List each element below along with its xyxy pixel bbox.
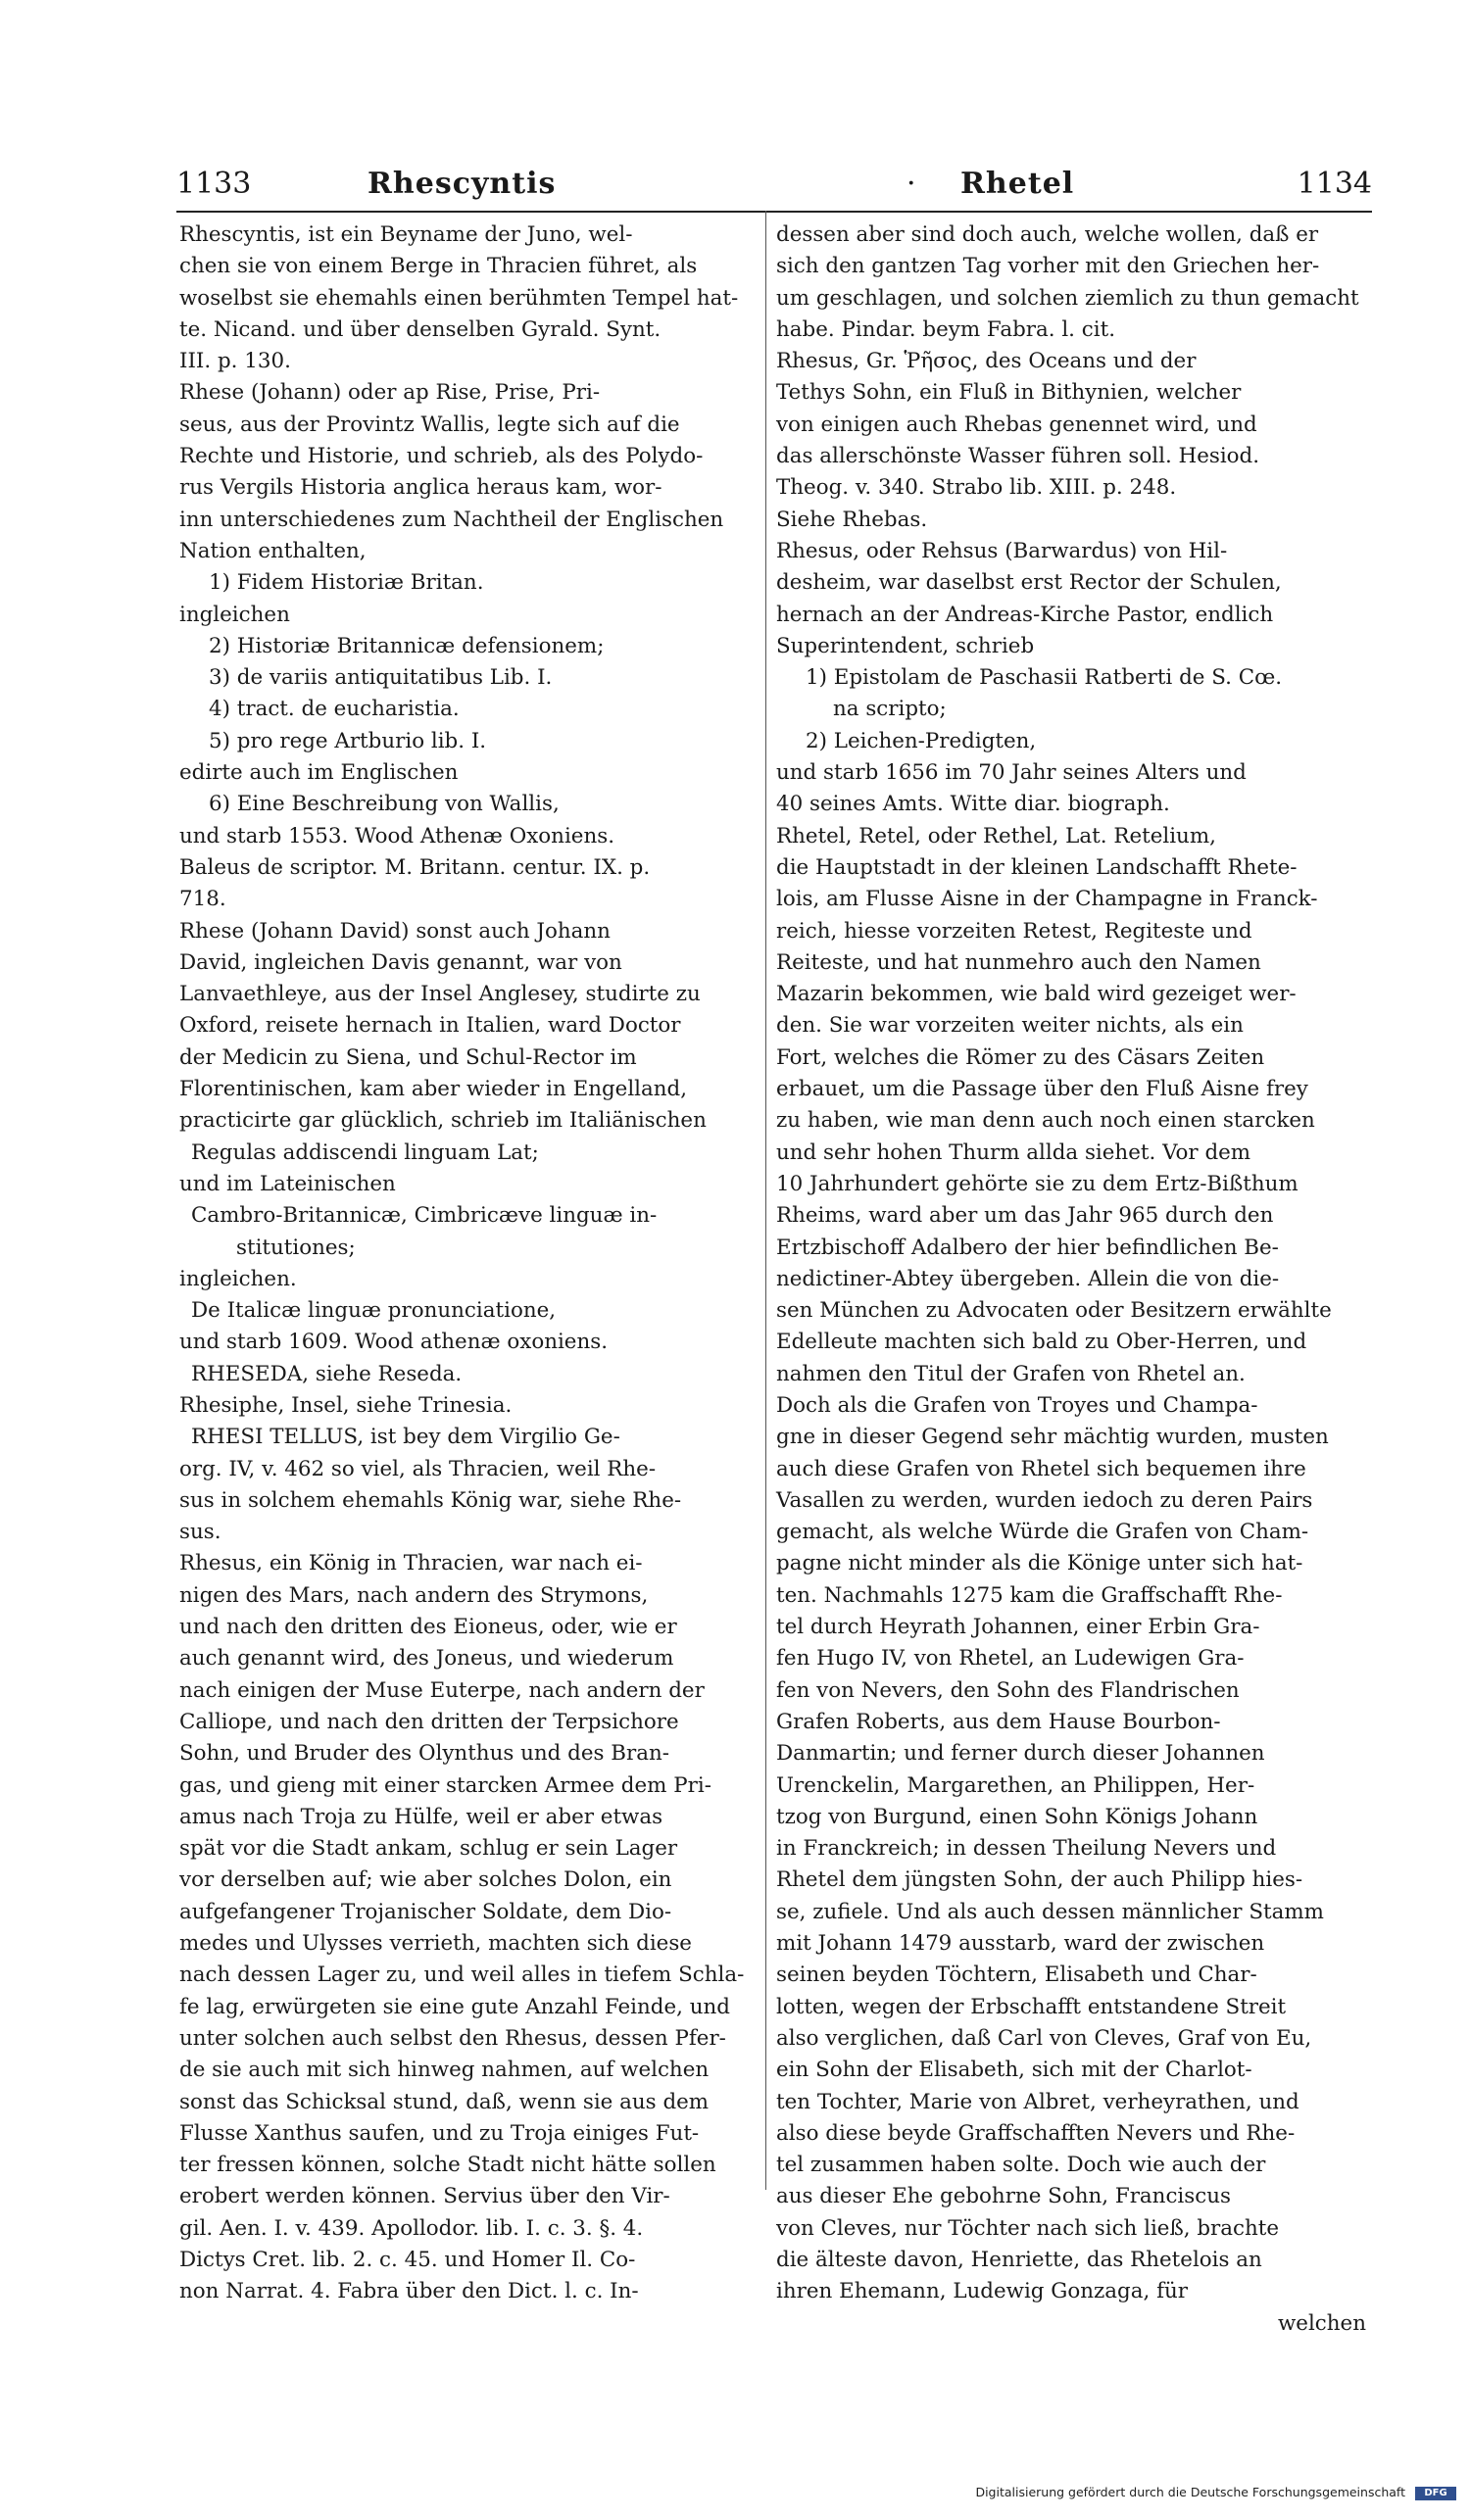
text-line: Dictys Cret. lib. 2. c. 45. und Homer Il. Co- — [179, 2248, 636, 2272]
text-line: die älteste davon, Henriette, das Rhetelois an — [776, 2248, 1262, 2272]
text-line: tel zusammen haben solte. Doch wie auch der — [776, 2153, 1266, 2178]
right-column — [776, 219, 1366, 2336]
text-line: 10 Jahrhundert gehörte sie zu dem Ertz-Bißthum — [776, 1171, 1298, 1196]
text-line: Rechte und Historie, und schrieb, als des Polydo- — [179, 444, 704, 469]
text-line: RHESEDA, siehe Reseda. — [191, 1361, 463, 1386]
text-line: De Italicæ linguæ pronunciatione, — [191, 1298, 557, 1324]
text-line: nahmen den Titul der Grafen von Rhetel an. — [776, 1361, 1246, 1386]
text-line: und starb 1656 im 70 Jahr seines Alters und — [776, 760, 1247, 786]
text-line: desheim, war daselbst erst Rector der Schulen, — [776, 570, 1282, 596]
text-line: in Franckreich; in dessen Theilung Nevers und — [776, 1836, 1277, 1862]
text-line: ten. Nachmahls 1275 kam die Graffschafft Rhe- — [776, 1582, 1283, 1608]
text-line: den. Sie war vorzeiten weiter nichts, als ein — [776, 1013, 1244, 1039]
text-line: der Medicin zu Siena, und Schul-Rector im — [179, 1044, 637, 1070]
text-line: inn unterschiedenes zum Nachtheil der Englischen — [179, 507, 724, 532]
left-column — [179, 219, 758, 2304]
text-line: practicirte gar glücklich, schrieb im Italiänischen — [179, 1108, 707, 1134]
text-line: gas, und gieng mit einer starcken Armee dem Pri- — [179, 1772, 711, 1798]
text-line: von einigen auch Rhebas genennet wird, und — [776, 412, 1257, 437]
text-line: gil. Aen. I. v. 439. Apollodor. lib. I. c. 3. §. 4. — [179, 2215, 644, 2241]
text-line: vor derselben auf; wie aber solches Dolon, ein — [179, 1867, 672, 1893]
text-line: gemacht, als welche Würde die Grafen von Cham- — [776, 1520, 1309, 1545]
text-line: gne in dieser Gegend sehr mächtig wurden, musten — [776, 1425, 1329, 1450]
text-line: Rhetel dem jüngsten Sohn, der auch Philipp hies- — [776, 1867, 1303, 1893]
text-line: Oxford, reisete hernach in Italien, ward Doctor — [179, 1013, 681, 1039]
text-line: nigen des Mars, nach andern des Strymons, — [179, 1582, 649, 1608]
text-line: Vasallen zu werden, wurden iedoch zu deren Pairs — [776, 1487, 1313, 1513]
text-line: na scripto; — [833, 697, 947, 722]
text-line: stitutiones; — [236, 1235, 356, 1260]
text-line: org. IV, v. 462 so viel, als Thracien, weil Rhe- — [179, 1456, 657, 1481]
text-line: und im Lateinischen — [179, 1171, 396, 1196]
text-line: sus in solchem ehemahls König war, siehe Rhe- — [179, 1487, 682, 1513]
text-line: 5) pro rege Artburio lib. I. — [209, 728, 487, 753]
text-line: Cambro-Britannicæ, Cimbricæve linguæ in- — [191, 1203, 658, 1229]
text-line: und nach den dritten des Eioneus, oder, wie er — [179, 1615, 677, 1640]
text-line: fe lag, erwürgeten sie eine gute Anzahl Feinde, und — [179, 1994, 730, 2019]
text-line: Rhesiphe, Insel, siehe Trinesia. — [179, 1392, 513, 1418]
text-line: tzog von Burgund, einen Sohn Königs Johann — [776, 1804, 1258, 1829]
text-line: Grafen Roberts, aus dem Hause Bourbon- — [776, 1709, 1221, 1734]
text-line: non Narrat. 4. Fabra über den Dict. l. c. In- — [179, 2279, 639, 2304]
text-line: nach dessen Lager zu, und weil alles in tiefem Schla- — [179, 1963, 745, 1988]
text-line: Theog. v. 340. Strabo lib. XIII. p. 248. — [776, 475, 1177, 501]
text-line: Reiteste, und hat nunmehro auch den Namen — [776, 949, 1261, 975]
text-line: Baleus de scriptor. M. Britann. centur. IX. p. — [179, 854, 651, 880]
text-line: zu haben, wie man denn auch noch einen starcken — [776, 1108, 1315, 1134]
running-header — [176, 167, 1372, 210]
text-line: also verglichen, daß Carl von Cleves, Graf von Eu, — [776, 2025, 1312, 2051]
text-line: tel durch Heyrath Johannen, einer Erbin Gra- — [776, 1615, 1260, 1640]
text-line: dessen aber sind doch auch, welche wollen, daß er — [776, 222, 1319, 247]
text-line: David, ingleichen Davis genannt, war von — [179, 949, 622, 975]
text-line: Florentinischen, kam aber wieder in Engelland, — [179, 1077, 688, 1102]
text-line: sen München zu Advocaten oder Besitzern erwählte — [776, 1298, 1332, 1324]
text-line: hernach an der Andreas-Kirche Pastor, endlich — [776, 602, 1274, 627]
text-line: mit Johann 1479 ausstarb, ward der zwischen — [776, 1931, 1265, 1957]
text-line: fen von Nevers, den Sohn des Flandrischen — [776, 1677, 1240, 1703]
text-line: Rhescyntis, ist ein Beyname der Juno, wel- — [179, 222, 633, 247]
text-line: erbauet, um die Passage über den Fluß Aisne frey — [776, 1077, 1308, 1102]
text-line: ten Tochter, Marie von Albret, verheyrathen, und — [776, 2089, 1299, 2114]
text-line: 40 seines Amts. Witte diar. biograph. — [776, 792, 1170, 817]
text-line: III. p. 130. — [179, 349, 291, 374]
text-line: fen Hugo IV, von Rhetel, an Ludewigen Gra- — [776, 1646, 1245, 1672]
text-line: edirte auch im Englischen — [179, 760, 459, 786]
text-line: welchen — [1277, 2310, 1366, 2336]
text-line: 3) de variis antiquitatibus Lib. I. — [209, 665, 553, 691]
text-line: 1) Epistolam de Paschasii Ratberti de S. Cœ. — [806, 665, 1283, 691]
text-line: woselbst sie ehemahls einen berühmten Tempel hat- — [179, 285, 739, 311]
text-line: und starb 1609. Wood athenæ oxoniens. — [179, 1330, 609, 1355]
text-line: habe. Pindar. beym Fabra. l. cit. — [776, 316, 1115, 342]
text-line: Rhetel, Retel, oder Rethel, Lat. Retelium, — [776, 823, 1216, 848]
text-line: chen sie von einem Berge in Thracien führet, als — [179, 254, 698, 279]
text-line: 4) tract. de eucharistia. — [209, 697, 460, 722]
text-line: seinen beyden Töchtern, Elisabeth und Char- — [776, 1963, 1257, 1988]
credit-text: Digitalisierung gefördert durch die Deutsche Forschungsgemeinschaft — [975, 2485, 1406, 2499]
text-line: auch diese Grafen von Rhetel sich bequemen ihre — [776, 1456, 1306, 1481]
text-line: nedictiner-Abtey übergeben. Allein die von die- — [776, 1266, 1280, 1291]
text-line: Fort, welches die Römer zu des Cäsars Zeiten — [776, 1044, 1265, 1070]
text-line: Nation enthalten, — [179, 538, 367, 563]
dfg-logo-icon: DFG — [1415, 2487, 1456, 2500]
text-line: Mazarin bekommen, wie bald wird gezeiget wer- — [776, 982, 1297, 1007]
digitization-credit — [0, 2485, 1470, 2506]
text-line: ingleichen — [179, 602, 290, 627]
text-line: 1) Fidem Historiæ Britan. — [209, 570, 484, 596]
text-line: pagne nicht minder als die Könige unter sich hat- — [776, 1551, 1303, 1576]
text-line: lois, am Flusse Aisne in der Champagne in Franck- — [776, 887, 1318, 912]
text-line: auch genannt wird, des Joneus, und wiederum — [179, 1646, 674, 1672]
text-line: Tethys Sohn, ein Fluß in Bithynien, welcher — [776, 380, 1242, 406]
page-number-right: 1134 — [1297, 167, 1372, 201]
column-divider — [765, 211, 766, 2190]
text-line: Regulas addiscendi linguam Lat; — [191, 1139, 539, 1165]
text-line: seus, aus der Provintz Wallis, legte sich auf die — [179, 412, 680, 437]
text-line: nach einigen der Muse Euterpe, nach andern der — [179, 1677, 705, 1703]
text-line: spät vor die Stadt ankam, schlug er sein Lager — [179, 1836, 678, 1862]
catchword-left: Rhescyntis — [368, 167, 557, 201]
text-line: 718. — [179, 887, 226, 912]
text-line: ingleichen. — [179, 1266, 297, 1291]
text-line: Superintendent, schrieb — [776, 633, 1035, 658]
text-line: Lanvaethleye, aus der Insel Anglesey, studirte zu — [179, 982, 701, 1007]
text-line: von Cleves, nur Töchter nach sich ließ, brachte — [776, 2215, 1280, 2241]
text-line: und sehr hohen Thurm allda siehet. Vor dem — [776, 1139, 1251, 1165]
text-line: aufgefangener Trojanischer Soldate, dem Dio- — [179, 1899, 672, 1924]
text-line: Rhesus, oder Rehsus (Barwardus) von Hil- — [776, 538, 1228, 563]
text-line: und starb 1553. Wood Athenæ Oxoniens. — [179, 823, 615, 848]
text-line: die Hauptstadt in der kleinen Landschafft Rhete- — [776, 854, 1298, 880]
text-line: Sohn, und Bruder des Olynthus und des Bran- — [179, 1741, 669, 1767]
text-line: erobert werden können. Servius über den Vir- — [179, 2184, 670, 2209]
text-line: reich, hiesse vorzeiten Retest, Regiteste und — [776, 918, 1252, 944]
text-line: 2) Historiæ Britannicæ defensionem; — [209, 633, 605, 658]
text-line: Rhese (Johann) oder ap Rise, Prise, Pri- — [179, 380, 601, 406]
text-line: Ertzbischoff Adalbero der hier befindlichen Be- — [776, 1235, 1279, 1260]
text-line: medes und Ulysses verrieth, machten sich diese — [179, 1931, 692, 1957]
text-line: se, zufiele. Und als auch dessen männlicher Stamm — [776, 1899, 1324, 1924]
text-line: aus dieser Ehe gebohrne Sohn, Franciscus — [776, 2184, 1231, 2209]
text-line: um geschlagen, und solchen ziemlich zu thun gemacht — [776, 285, 1359, 311]
text-line: Danmartin; und ferner durch dieser Johannen — [776, 1741, 1265, 1767]
text-line: Rheims, ward aber um das Jahr 965 durch den — [776, 1203, 1274, 1229]
text-line: sonst das Schicksal stund, daß, wenn sie aus dem — [179, 2089, 710, 2114]
text-line: ein Sohn der Elisabeth, sich mit der Charlot- — [776, 2058, 1252, 2083]
text-line: amus nach Troja zu Hülfe, weil er aber etwas — [179, 1804, 663, 1829]
text-line: unter solchen auch selbst den Rhesus, dessen Pfer- — [179, 2025, 726, 2051]
text-line: Rhese (Johann David) sonst auch Johann — [179, 918, 611, 944]
header-rule — [176, 211, 1372, 213]
text-line: das allerschönste Wasser führen soll. Hesiod. — [776, 444, 1260, 469]
text-line: ter fressen können, solche Stadt nicht hätte sollen — [179, 2153, 716, 2178]
text-line: Rhesus, Gr. Ῥῆσος, des Oceans und der — [776, 349, 1197, 374]
text-line: sich den gantzen Tag vorher mit den Griechen her- — [776, 254, 1320, 279]
text-line: Siehe Rhebas. — [776, 507, 928, 532]
text-line: 2) Leichen-Predigten, — [806, 728, 1037, 753]
text-line: lotten, wegen der Erbschafft entstandene Streit — [776, 1994, 1287, 2019]
text-line: te. Nicand. und über denselben Gyrald. Synt. — [179, 316, 662, 342]
header-divider: · — [906, 167, 916, 201]
text-line: Flusse Xanthus saufen, und zu Troja einiges Fut- — [179, 2120, 700, 2146]
text-line: 6) Eine Beschreibung von Wallis, — [209, 792, 560, 817]
catchword-right: Rhetel — [960, 167, 1075, 201]
text-line: sus. — [179, 1520, 221, 1545]
text-line: Doch als die Grafen von Troyes und Champa- — [776, 1392, 1258, 1418]
text-line: Rhesus, ein König in Thracien, war nach ei- — [179, 1551, 643, 1576]
text-line: Edelleute machten sich bald zu Ober-Herren, und — [776, 1330, 1307, 1355]
text-line: rus Vergils Historia anglica heraus kam, wor- — [179, 475, 662, 501]
text-line: de sie auch mit sich hinweg nahmen, auf welchen — [179, 2058, 710, 2083]
text-line: also diese beyde Graffschafften Nevers und Rhe- — [776, 2120, 1296, 2146]
text-line: Urenckelin, Margarethen, an Philippen, Her- — [776, 1772, 1255, 1798]
text-line: Calliope, und nach den dritten der Terpsichore — [179, 1709, 679, 1734]
text-line: ihren Ehemann, Ludewig Gonzaga, für — [776, 2279, 1189, 2304]
text-line: RHESI TELLUS, ist bey dem Virgilio Ge- — [191, 1425, 620, 1450]
page-number-left: 1133 — [176, 167, 252, 201]
